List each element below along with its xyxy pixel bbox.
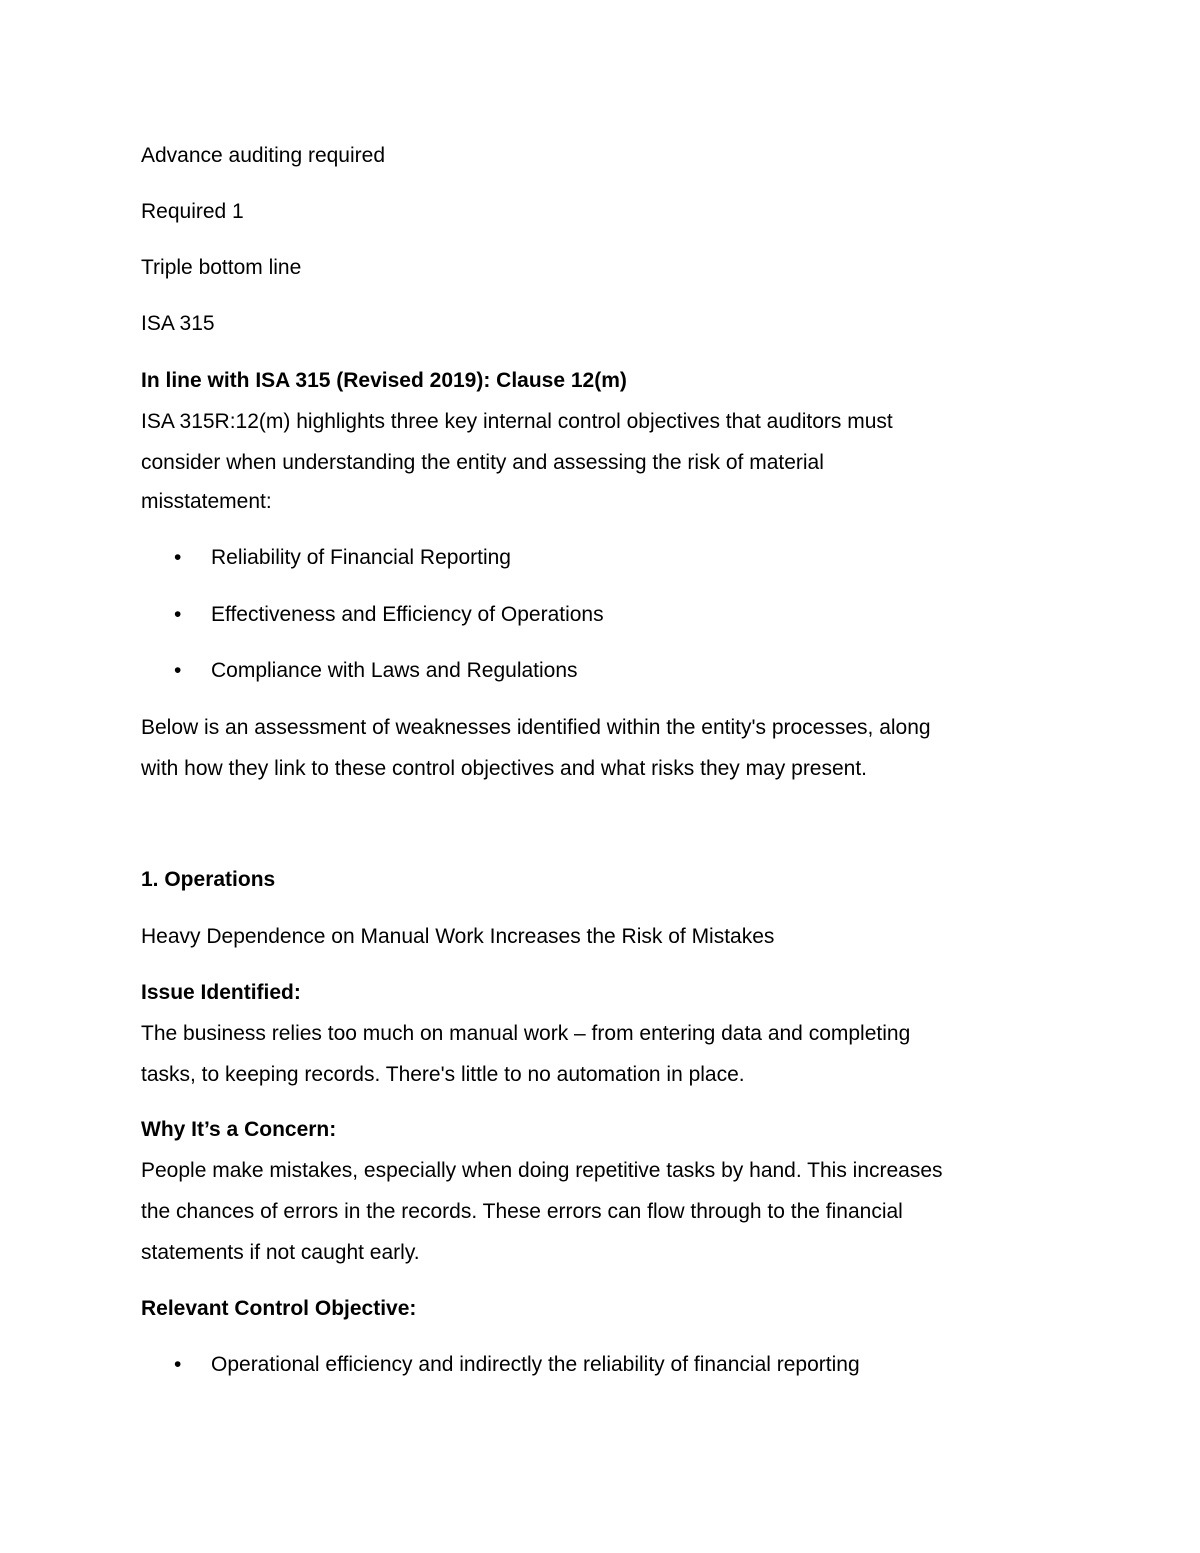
bullet-marker: •: [174, 603, 182, 626]
objective-bullet-1: Reliability of Financial Reporting: [211, 546, 511, 569]
bullet-marker: •: [174, 659, 182, 682]
issue-label: Issue Identified:: [141, 981, 301, 1004]
section-subtitle: Heavy Dependence on Manual Work Increases the Risk of Mistakes: [141, 925, 775, 948]
objective-bullet-3: Compliance with Laws and Regulations: [211, 659, 578, 682]
bullet-marker: •: [174, 1353, 182, 1376]
doc-line-required: Required 1: [141, 200, 244, 223]
why-line-3: statements if not caught early.: [141, 1241, 420, 1264]
isa-para-line-3: misstatement:: [141, 490, 272, 513]
issue-line-1: The business relies too much on manual work – from entering data and completing: [141, 1022, 911, 1045]
isa-heading: In line with ISA 315 (Revised 2019): Clause 12(m): [141, 369, 627, 392]
section-heading: 1. Operations: [141, 868, 276, 891]
objective-bullet-2: Effectiveness and Efficiency of Operations: [211, 603, 604, 626]
doc-line-triple-bottom: Triple bottom line: [141, 256, 302, 279]
doc-title: Advance auditing required: [141, 144, 386, 167]
why-label: Why It’s a Concern:: [141, 1118, 337, 1141]
issue-line-2: tasks, to keeping records. There's little to no automation in place.: [141, 1063, 745, 1086]
why-line-1: People make mistakes, especially when doing repetitive tasks by hand. This increases: [141, 1159, 943, 1182]
objective-label: Relevant Control Objective:: [141, 1297, 417, 1320]
doc-line-isa: ISA 315: [141, 312, 215, 335]
isa-para-line-1: ISA 315R:12(m) highlights three key internal control objectives that auditors must: [141, 410, 893, 433]
assessment-line-2: with how they link to these control objectives and what risks they may present.: [141, 757, 868, 780]
why-line-2: the chances of errors in the records. These errors can flow through to the financial: [141, 1200, 903, 1223]
assessment-line-1: Below is an assessment of weaknesses identified within the entity's processes, along: [141, 716, 931, 739]
bullet-marker: •: [174, 546, 182, 569]
isa-para-line-2: consider when understanding the entity and assessing the risk of material: [141, 451, 824, 474]
objective-item: Operational efficiency and indirectly the reliability of financial reporting: [211, 1353, 860, 1376]
